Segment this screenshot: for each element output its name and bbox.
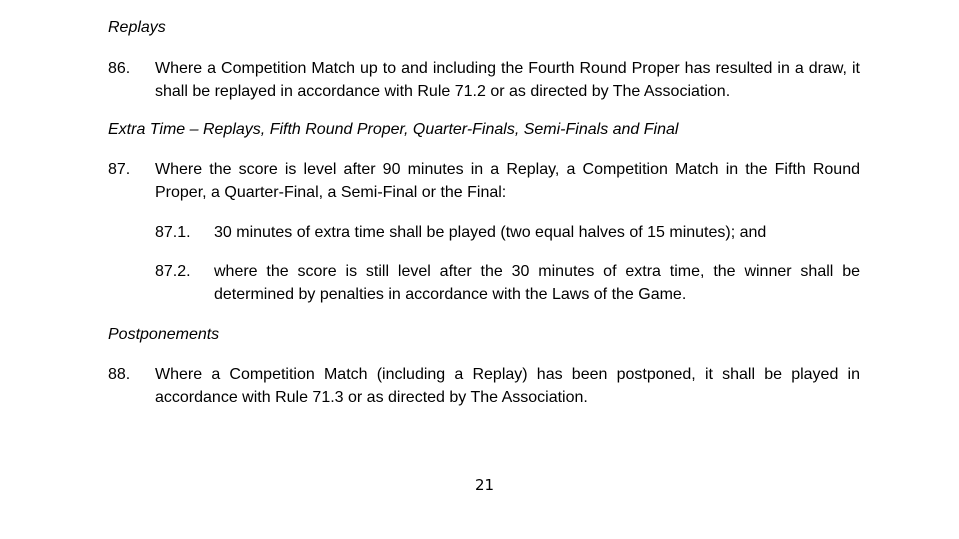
clause-text: Where the score is level after 90 minutes in a Replay, a Competition Match in the Fifth Round Proper, a Quarter-Final, a Semi-Final or the Final:: [155, 161, 860, 201]
section-heading-postponements: Postponements: [108, 326, 220, 343]
section-heading-replays: Replays: [108, 19, 166, 36]
clause-text: Where a Competition Match (including a Replay) has been postponed, it shall be played in accordance with Rule 71.3 or as directed by The Association.: [155, 366, 860, 406]
subclause-87-2: [155, 260, 860, 306]
clause-86: [108, 57, 860, 103]
clause-87: [108, 158, 860, 204]
clause-number: 88.: [108, 366, 131, 383]
section-heading-extra-time: Extra Time – Replays, Fifth Round Proper, Quarter-Finals, Semi-Finals and Final: [108, 121, 679, 138]
subclause-text: 30 minutes of extra time shall be played (two equal halves of 15 minutes); and: [214, 224, 767, 241]
subclause-87-1: [155, 221, 860, 244]
clause-88: [108, 363, 860, 409]
clause-number: 87.: [108, 161, 131, 178]
page-number: 21: [474, 476, 495, 494]
clause-text: Where a Competition Match up to and including the Fourth Round Proper has resulted in a draw, it shall be replayed in accordance with Rule 71.2 or as directed by The Association.: [155, 60, 860, 100]
subclause-text: where the score is still level after the 30 minutes of extra time, the winner shall be determined by penalties in accordance with the Laws of the Game.: [214, 263, 860, 303]
subclause-number: 87.1.: [155, 224, 191, 241]
clause-number: 86.: [108, 60, 131, 77]
subclause-number: 87.2.: [155, 263, 191, 280]
